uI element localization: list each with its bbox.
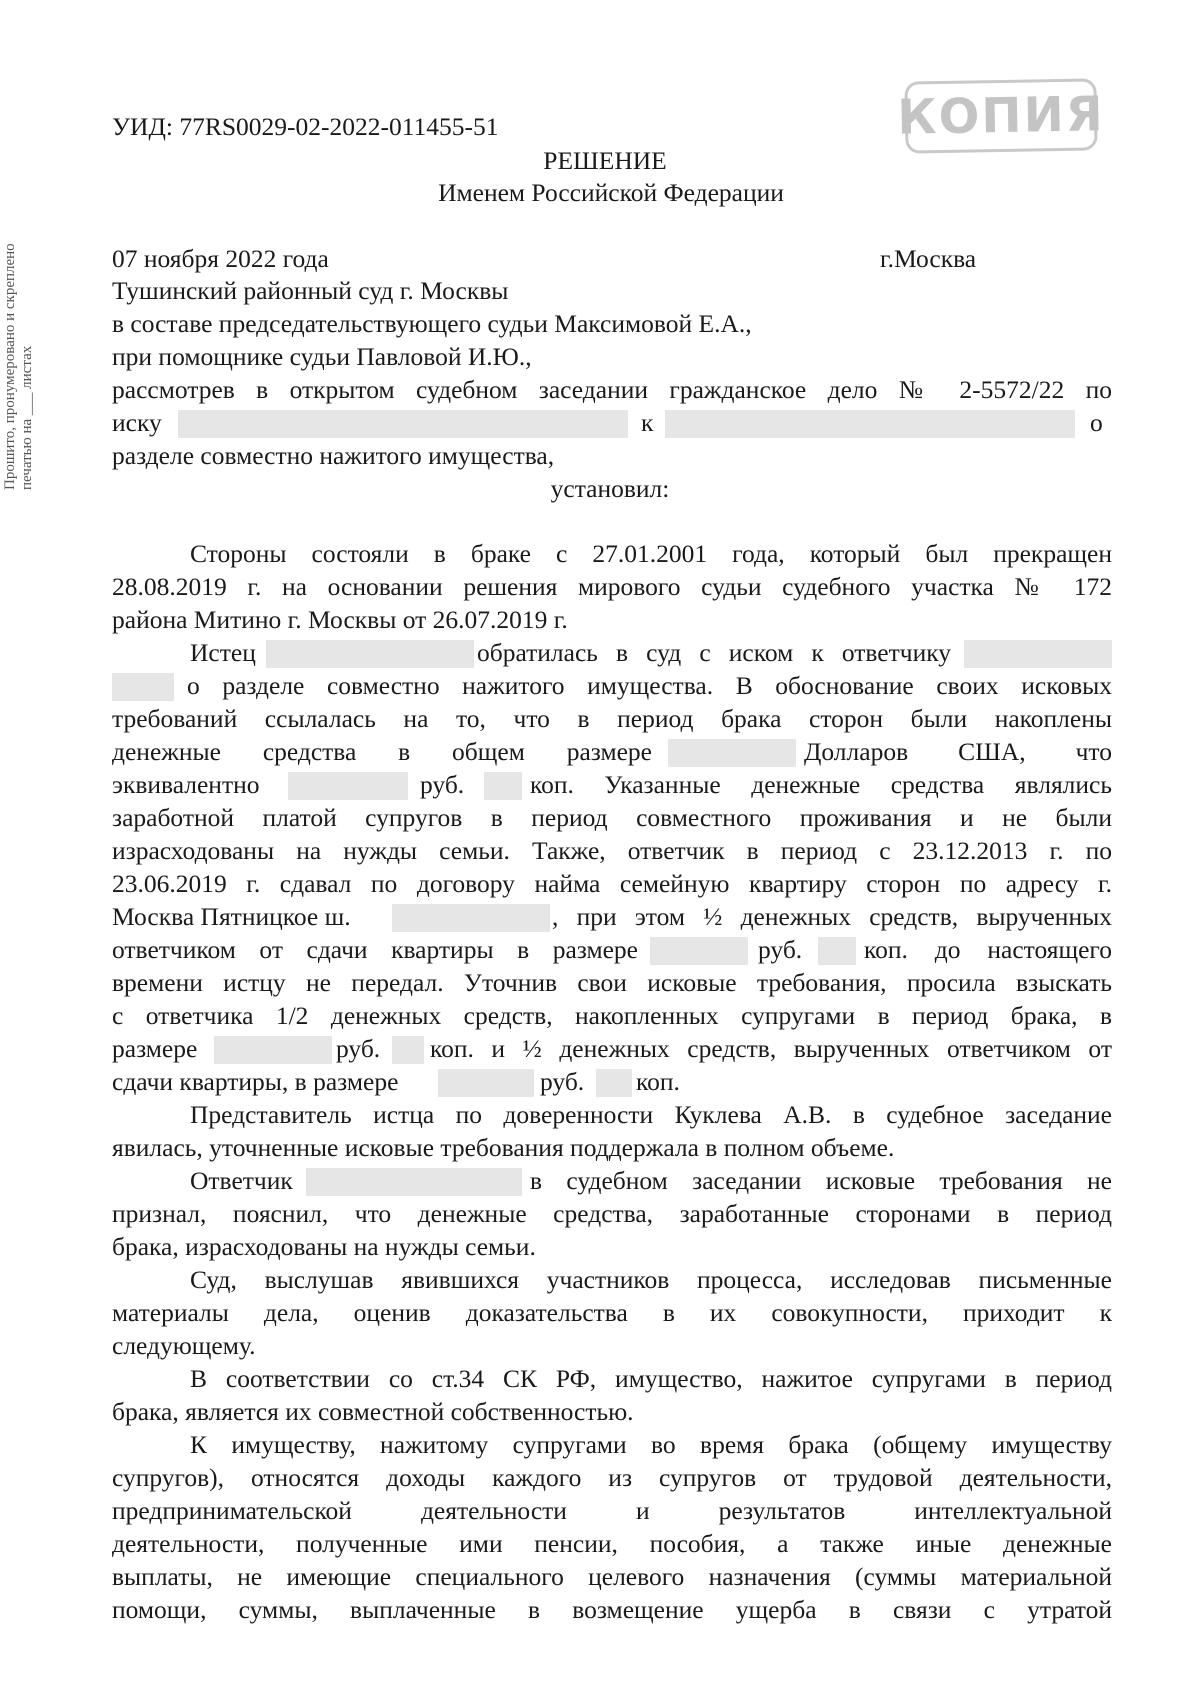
redacted-rent-amount bbox=[650, 937, 748, 965]
margin-note-line-1: Прошито, пронумеровано и скреплено bbox=[2, 243, 18, 490]
redacted-claim-amount-1 bbox=[214, 1036, 332, 1064]
binding-margin-note bbox=[2, 243, 36, 490]
p2-line-13-rest: коп. и ½ денежных средств, вырученных ответчиком от bbox=[430, 1034, 1112, 1063]
about-word: о bbox=[1090, 408, 1103, 437]
p2-line-5-rest: коп. Указанные денежные средства являлись bbox=[530, 770, 1112, 799]
p7-line-4: деятельности, полученные ими пенсии, пособия, а также иные денежные bbox=[112, 1529, 1112, 1558]
p3-line-1: Представитель истца по доверенности Куклева А.В. в судебное заседание bbox=[190, 1100, 1112, 1129]
p2-line-11: времени истцу не передал. Уточнив свои исковые требования, просила взыскать bbox=[112, 968, 1112, 997]
p2-line-9-rest: , при этом ½ денежных средств, вырученных bbox=[552, 902, 1112, 931]
document-uid: УИД: 77RS0029-02-2022-011455-51 bbox=[112, 112, 499, 141]
redacted-address bbox=[392, 904, 550, 932]
margin-note-line-2: печатью на ___ листах bbox=[19, 345, 35, 490]
p3-line-2: явилась, уточненные исковые требования поддержала в полном объеме. bbox=[112, 1133, 895, 1162]
redacted-kop-amount-3 bbox=[392, 1036, 424, 1064]
p2-line-3: требований ссылалась на то, что в период брака сторон были накоплены bbox=[112, 704, 1112, 733]
p1-line-2: 28.08.2019 г. на основании решения мирового судьи судебного участка № 172 bbox=[112, 572, 1112, 601]
redacted-rub-amount-1 bbox=[288, 772, 408, 800]
p6-line-1: В соответствии со ст.34 СК РФ, имущество, нажитое супругами в период bbox=[190, 1364, 1112, 1393]
p7-line-1: К имуществу, нажитому супругами во время брака (общему имуществу bbox=[190, 1430, 1112, 1459]
copy-stamp bbox=[896, 78, 1106, 153]
p4-line-1-rest: в судебном заседании исковые требования не bbox=[530, 1166, 1112, 1195]
redacted-defendant-name-2 bbox=[306, 1168, 522, 1196]
p2-line-1-text: обратилась в суд с иском к ответчику bbox=[477, 638, 951, 667]
redacted-kop-amount-2 bbox=[818, 937, 856, 965]
court-name: Тушинский районный суд г. Москвы bbox=[112, 276, 509, 305]
decision-city: г.Москва bbox=[880, 244, 977, 273]
case-line: рассмотрев в открытом судебном заседании гражданское дело № 2-5572/22 по bbox=[112, 375, 1112, 404]
p2-line-6: заработной платой супругов в период совместного проживания и не были bbox=[112, 803, 1112, 832]
p2-line-12: с ответчика 1/2 денежных средств, накопленных супругами в период брака, в bbox=[112, 1001, 1112, 1030]
p2-line-10-rest: коп. до настоящего bbox=[864, 935, 1112, 964]
document-title: РЕШЕНИЕ bbox=[543, 146, 667, 175]
p2-line-2: о разделе совместно нажитого имущества. В обоснование своих исковых bbox=[187, 671, 1112, 700]
case-subject: разделе совместно нажитого имущества, bbox=[112, 441, 555, 470]
document-subtitle: Именем Российской Федерации bbox=[438, 178, 784, 207]
redacted-kop-amount-4 bbox=[596, 1069, 632, 1097]
p2-line-14-kop: коп. bbox=[636, 1067, 680, 1096]
redacted-defendant-name-b bbox=[112, 673, 174, 701]
p4-defendant-label: Ответчик bbox=[190, 1166, 293, 1195]
p2-line-7: израсходованы на нужды семьи. Также, ответчик в период с 23.12.2013 г. по bbox=[112, 836, 1112, 865]
copy-stamp-text: КОПИЯ bbox=[896, 86, 1106, 146]
p1-line-1: Стороны состояли в браке с 27.01.2001 года, который был прекращен bbox=[190, 539, 1112, 568]
p7-line-5: выплаты, не имеющие специального целевого назначения (суммы материальной bbox=[112, 1562, 1112, 1591]
decision-date: 07 ноября 2022 года bbox=[112, 244, 329, 273]
p2-line-13-text: размере bbox=[112, 1034, 198, 1063]
p4-line-3: брака, израсходованы на нужды семьи. bbox=[112, 1232, 536, 1261]
p7-line-6: помощи, суммы, выплаченные в возмещение ущерба в связи с утратой bbox=[112, 1595, 1112, 1624]
p2-line-8: 23.06.2019 г. сдавал по договору найма семейную квартиру сторон по адресу г. bbox=[112, 869, 1112, 898]
court-composition: в составе председательствующего судьи Максимовой Е.А., bbox=[112, 309, 752, 338]
redacted-plaintiff-name bbox=[266, 640, 474, 668]
p2-line-5-rub: руб. bbox=[420, 770, 465, 799]
p6-line-2: брака, является их совместной собственностью. bbox=[112, 1397, 634, 1426]
p2-line-5-text: эквивалентно bbox=[112, 770, 260, 799]
p7-line-3: предпринимательской деятельности и результатов интеллектуальной bbox=[112, 1496, 1112, 1525]
p2-plaintiff-label: Истец bbox=[190, 638, 256, 667]
p2-line-9-text: Москва Пятницкое ш. bbox=[112, 902, 351, 931]
p5-line-3: следующему. bbox=[112, 1331, 256, 1360]
p2-line-4-text: денежные средства в общем размере bbox=[112, 737, 652, 766]
p5-line-2: материалы дела, оценив доказательства в их совокупности, приходит к bbox=[112, 1298, 1112, 1327]
p7-line-2: супругов), относятся доходы каждого из супругов от трудовой деятельности, bbox=[112, 1463, 1112, 1492]
court-assistant: при помощнике судьи Павловой И.Ю., bbox=[112, 342, 532, 371]
p2-line-14-text: сдачи квартиры, в размере bbox=[112, 1067, 399, 1096]
p4-line-2: признал, пояснил, что денежные средства, заработанные сторонами в период bbox=[112, 1199, 1112, 1228]
to-word: к bbox=[641, 408, 654, 437]
redacted-plaintiff bbox=[178, 410, 628, 438]
p1-line-3: района Митино г. Москвы от 26.07.2019 г. bbox=[112, 605, 568, 634]
p5-line-1: Суд, выслушав явившихся участников процесса, исследовав письменные bbox=[190, 1265, 1112, 1294]
redacted-claim-amount-2 bbox=[438, 1069, 534, 1097]
p2-line-10-rub: руб. bbox=[758, 935, 803, 964]
redacted-usd-amount bbox=[668, 739, 796, 767]
claim-word: иску bbox=[112, 408, 162, 437]
p2-line-10-text: ответчиком от сдачи квартиры в размере bbox=[112, 935, 638, 964]
redacted-kop-amount-1 bbox=[484, 772, 522, 800]
redacted-defendant-name-a bbox=[964, 640, 1112, 668]
p2-line-14-rub: руб. bbox=[540, 1067, 585, 1096]
redacted-defendant bbox=[665, 410, 1075, 438]
p2-line-13-rub: руб. bbox=[336, 1034, 381, 1063]
p2-line-4-currency: Долларов США, что bbox=[804, 737, 1112, 766]
established-heading: установил: bbox=[550, 474, 670, 503]
